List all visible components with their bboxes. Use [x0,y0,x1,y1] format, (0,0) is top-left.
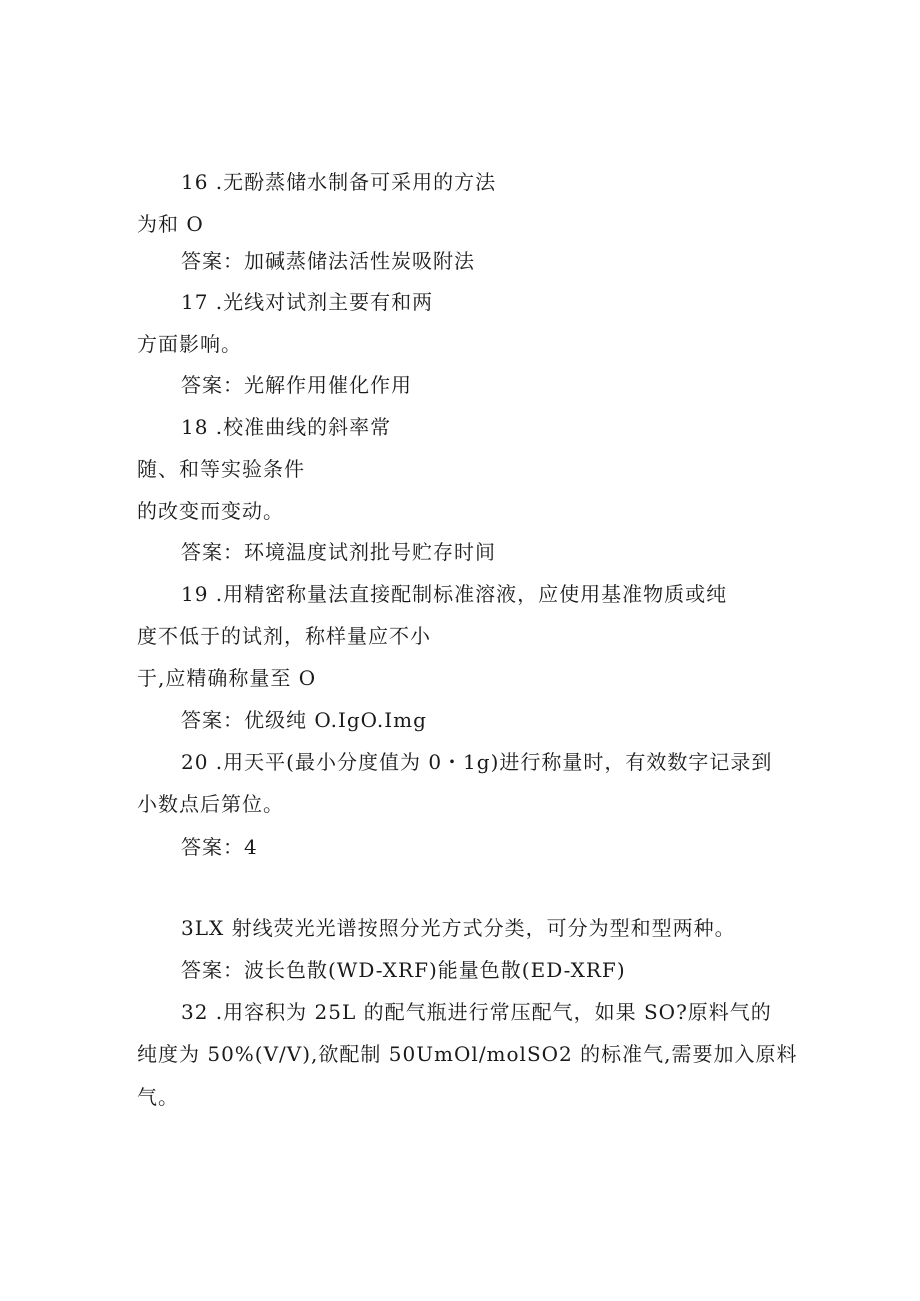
question-17-text: 17 .光线对试剂主要有和两 [181,290,434,314]
answer-16: 答案：加碱蒸储法活性炭吸附法 [181,249,475,273]
question-20-text: 20 .用天平(最小分度值为 0・1g)进行称量时，有效数字记录到 [181,750,773,774]
question-32-text: 32 .用容积为 25L 的配气瓶进行常压配气，如果 SO?原料气的 [181,1000,772,1024]
answer-17: 答案：光解作用催化作用 [181,373,412,397]
question-16-continuation: 为和 O [137,212,204,236]
answer-18: 答案：环境温度试剂批号贮存时间 [181,540,496,564]
question-18-continuation-2: 的改变而变动。 [137,499,284,523]
question-31-text: 3LX 射线荧光光谱按照分光方式分类，可分为型和型两种。 [181,916,736,940]
question-32-continuation-1: 纯度为 50%(V/V),欲配制 50UmOl/molSO2 的标准气,需要加入原料 [137,1042,798,1066]
answer-31: 答案：波长色散(WD-XRF)能量色散(ED-XRF) [181,958,626,982]
question-32-continuation-2: 气。 [137,1085,179,1109]
question-16-text: 16 .无酚蒸储水制备可采用的方法 [181,170,497,194]
question-17-continuation: 方面影响。 [137,332,242,356]
question-19-continuation-1: 度不低于的试剂，称样量应不小 [137,624,431,648]
question-18-continuation-1: 随、和等实验条件 [137,457,305,481]
question-18-text: 18 .校准曲线的斜率常 [181,415,392,439]
answer-19: 答案：优级纯 O.IgO.Img [181,708,427,732]
answer-20: 答案：4 [181,835,258,859]
question-19-continuation-2: 于,应精确称量至 O [137,666,317,690]
question-19-text: 19 .用精密称量法直接配制标准溶液，应使用基准物质或纯 [181,582,728,606]
question-20-continuation: 小数点后第位。 [137,792,284,816]
